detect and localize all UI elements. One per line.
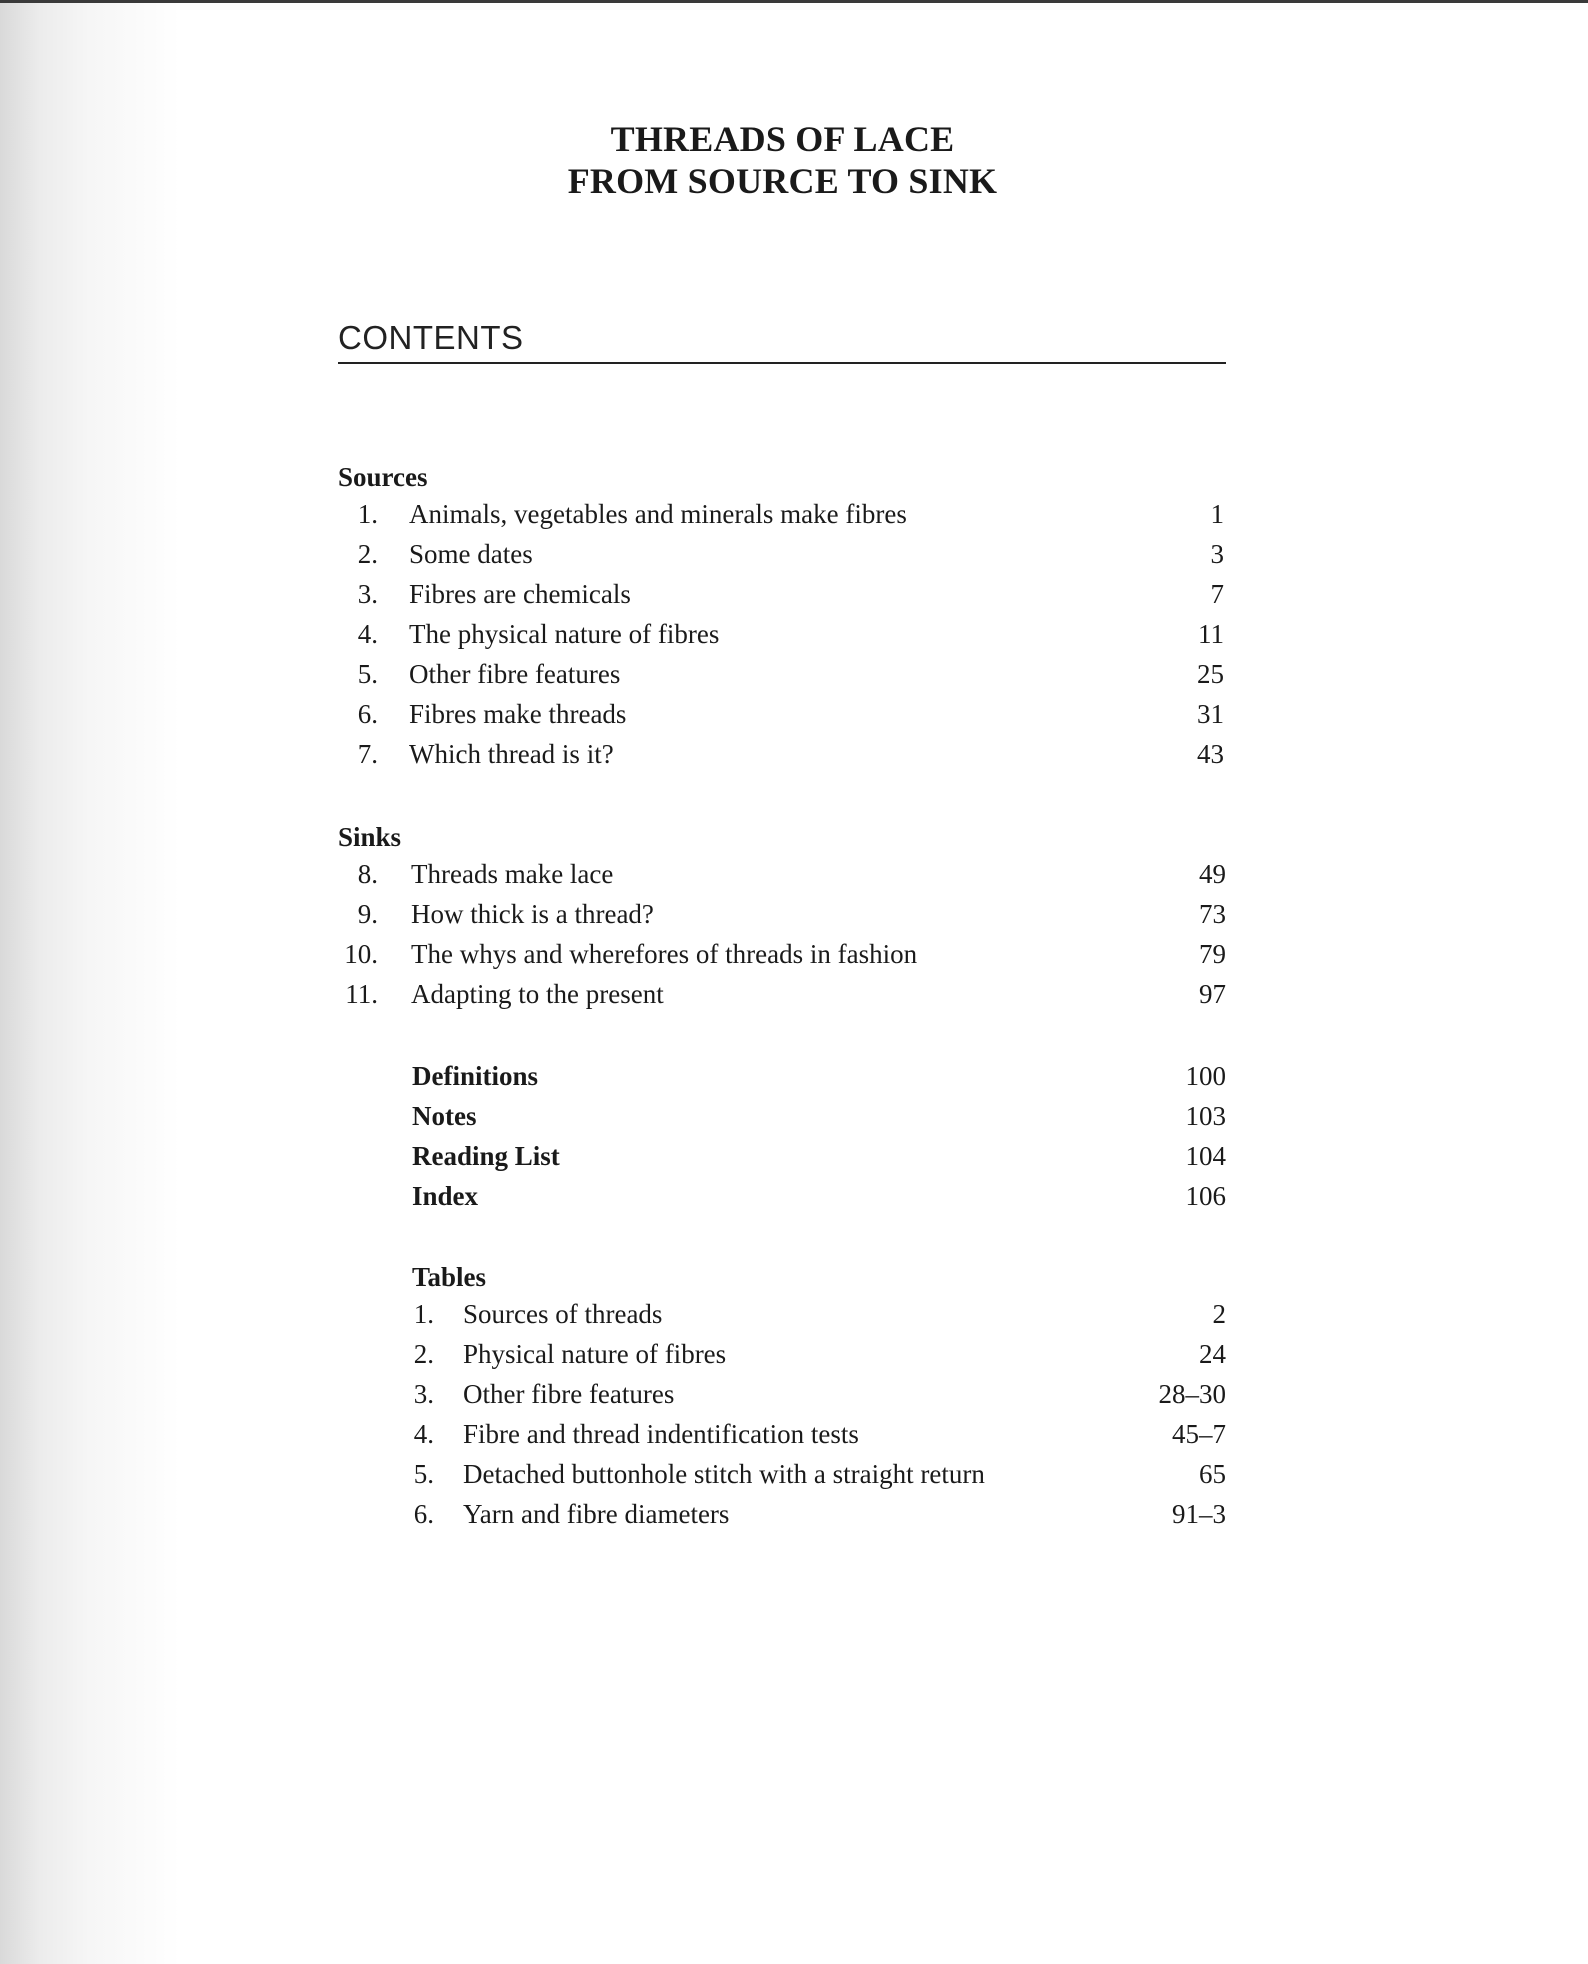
- book-title: [0, 118, 1565, 202]
- toc-entry-label: Some dates: [409, 539, 533, 569]
- toc-entry-number: 10.: [344, 939, 378, 969]
- toc-entry-page: 1: [1210, 499, 1224, 529]
- toc-entry-label: Other fibre features: [463, 1379, 675, 1409]
- toc-entry-number: 7.: [357, 739, 378, 769]
- toc-entry-label: Threads make lace: [411, 859, 614, 889]
- toc-entry[interactable]: [338, 494, 1224, 534]
- toc-entry-number: 3.: [357, 579, 378, 609]
- contents-heading: CONTENTS: [338, 318, 1226, 364]
- sources-section: [338, 460, 1224, 774]
- toc-entry-page: 2: [1212, 1299, 1226, 1329]
- toc-entry-number: 11.: [345, 979, 378, 1009]
- toc-entry[interactable]: [412, 1374, 1226, 1414]
- toc-entry-page: 100: [1185, 1061, 1226, 1091]
- toc-entry-page: 91–3: [1172, 1499, 1226, 1529]
- toc-entry-page: 106: [1185, 1181, 1226, 1211]
- toc-entry[interactable]: [338, 934, 1226, 974]
- toc-entry-label: Fibre and thread indentification tests: [463, 1419, 859, 1449]
- toc-entry[interactable]: [338, 614, 1224, 654]
- sinks-heading: Sinks: [338, 822, 402, 852]
- toc-entry[interactable]: [338, 574, 1224, 614]
- toc-entry-page: 97: [1199, 979, 1226, 1009]
- toc-entry-page: 24: [1199, 1339, 1226, 1369]
- toc-entry-number: 8.: [357, 859, 378, 889]
- toc-entry-label: Definitions: [412, 1061, 539, 1091]
- toc-entry-number: 4.: [357, 619, 378, 649]
- toc-entry-label: Fibres are chemicals: [409, 579, 631, 609]
- toc-entry-number: 6.: [413, 1499, 434, 1529]
- toc-entry[interactable]: [338, 654, 1224, 694]
- book-title-line-1: THREADS OF LACE: [610, 119, 955, 159]
- toc-entry-label: Notes: [412, 1101, 477, 1131]
- sinks-section: [338, 820, 1226, 1014]
- toc-entry[interactable]: [412, 1056, 1226, 1096]
- toc-entry[interactable]: [412, 1414, 1226, 1454]
- toc-entry[interactable]: [412, 1176, 1226, 1216]
- toc-entry-label: Adapting to the present: [411, 979, 664, 1009]
- toc-entry[interactable]: [338, 894, 1226, 934]
- toc-entry-label: Index: [412, 1181, 479, 1211]
- toc-entry-number: 6.: [357, 699, 378, 729]
- toc-entry-number: 2.: [357, 539, 378, 569]
- toc-entry-page: 65: [1199, 1459, 1226, 1489]
- toc-entry[interactable]: [412, 1494, 1226, 1534]
- toc-entry-label: The physical nature of fibres: [409, 619, 720, 649]
- toc-entry-number: 5.: [413, 1459, 434, 1489]
- toc-entry-page: 45–7: [1172, 1419, 1226, 1449]
- toc-entry[interactable]: [338, 734, 1224, 774]
- toc-entry-page: 79: [1199, 939, 1226, 969]
- toc-entry-label: Other fibre features: [409, 659, 621, 689]
- toc-entry-number: 1.: [413, 1299, 434, 1329]
- toc-entry-label: Physical nature of fibres: [463, 1339, 727, 1369]
- toc-entry-page: 104: [1185, 1141, 1226, 1171]
- toc-entry-label: Sources of threads: [463, 1299, 663, 1329]
- toc-entry-page: 31: [1197, 699, 1224, 729]
- toc-entry-label: The whys and wherefores of threads in fashion: [411, 939, 918, 969]
- toc-entry[interactable]: [338, 694, 1224, 734]
- toc-entry[interactable]: [412, 1136, 1226, 1176]
- toc-entry-page: 43: [1197, 739, 1224, 769]
- toc-entry-page: 28–30: [1158, 1379, 1226, 1409]
- toc-entry-page: 73: [1199, 899, 1226, 929]
- toc-entry-number: 4.: [413, 1419, 434, 1449]
- toc-entry-number: 9.: [357, 899, 378, 929]
- toc-entry-label: Fibres make threads: [409, 699, 627, 729]
- toc-entry[interactable]: [412, 1294, 1226, 1334]
- toc-entry-label: Yarn and fibre diameters: [463, 1499, 730, 1529]
- toc-entry-label: How thick is a thread?: [411, 899, 654, 929]
- toc-entry-page: 7: [1210, 579, 1224, 609]
- tables-heading: Tables: [412, 1262, 487, 1292]
- book-title-line-2: FROM SOURCE TO SINK: [567, 161, 998, 201]
- sources-heading: Sources: [338, 462, 428, 492]
- toc-entry[interactable]: [338, 974, 1226, 1014]
- toc-entry[interactable]: [338, 534, 1224, 574]
- toc-entry-label: Which thread is it?: [409, 739, 614, 769]
- toc-entry-label: Reading List: [412, 1141, 560, 1171]
- toc-entry[interactable]: [412, 1334, 1226, 1374]
- page-top-edge: [0, 0, 1588, 3]
- toc-entry[interactable]: [338, 854, 1226, 894]
- toc-entry-number: 5.: [357, 659, 378, 689]
- toc-entry-page: 3: [1210, 539, 1224, 569]
- toc-entry-page: 25: [1197, 659, 1224, 689]
- toc-entry-page: 11: [1198, 619, 1224, 649]
- toc-entry-label: Animals, vegetables and minerals make fibres: [409, 499, 907, 529]
- toc-entry-number: 3.: [413, 1379, 434, 1409]
- toc-entry-number: 2.: [413, 1339, 434, 1369]
- tables-section: [412, 1260, 1226, 1534]
- toc-entry-page: 49: [1199, 859, 1226, 889]
- toc-entry-number: 1.: [357, 499, 378, 529]
- back-matter-section: [412, 1056, 1226, 1216]
- toc-entry[interactable]: [412, 1096, 1226, 1136]
- toc-entry-label: Detached buttonhole stitch with a straight return: [463, 1459, 985, 1489]
- toc-entry[interactable]: [412, 1454, 1226, 1494]
- toc-entry-page: 103: [1185, 1101, 1226, 1131]
